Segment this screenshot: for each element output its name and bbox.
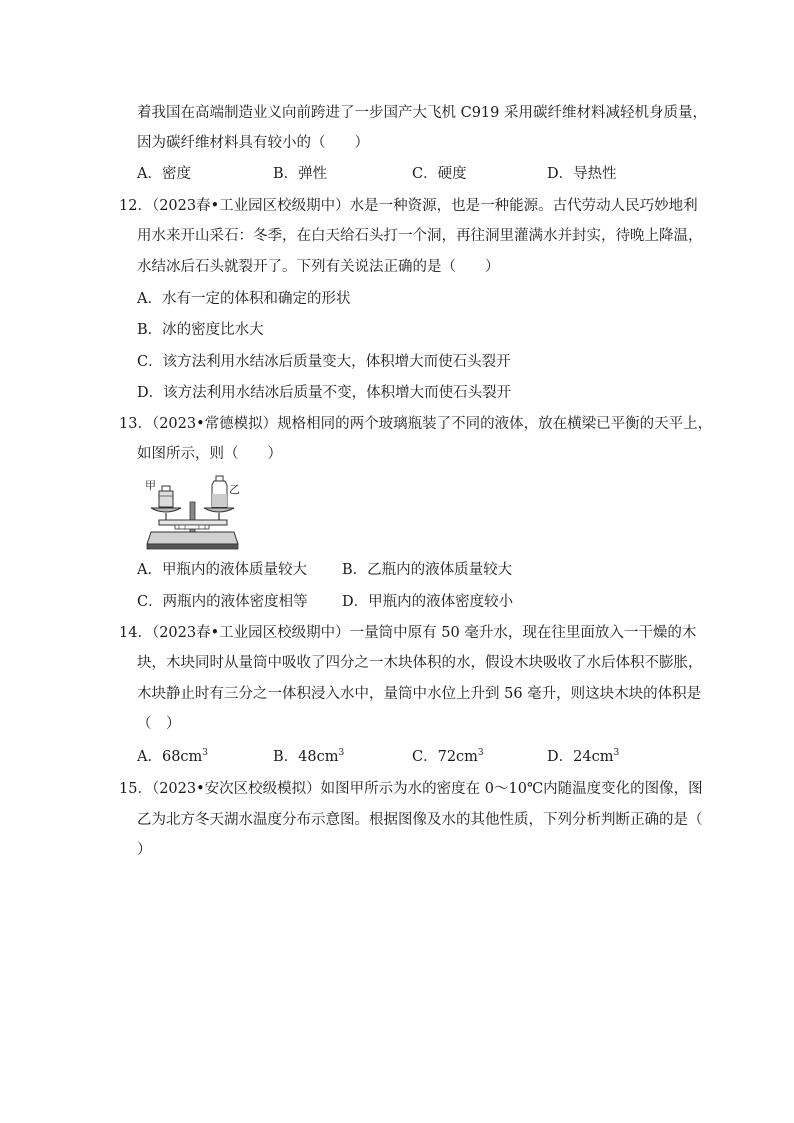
q11-line-2: 因为碳纤维材料具有较小的（ ） — [137, 135, 369, 151]
balance-scale-illustration — [145, 474, 240, 550]
q11-option-a: A．密度 — [137, 166, 191, 182]
q14-option-d: D．$24cm^3$ — [547, 748, 620, 765]
q15-line-3: ） — [137, 842, 152, 858]
q13-option-b: B．乙瓶内的液体质量较大 — [342, 562, 513, 578]
q11-option-b: B．弹性 — [273, 166, 328, 182]
q15-line-1: 15．（2023•安次区校级模拟）如图甲所示为水的密度在 0～10℃内随温度变化的图像，图 — [119, 781, 703, 797]
figure-label-yi: 乙 — [229, 483, 240, 496]
q12-option-a: A．水有一定的体积和确定的形状 — [137, 291, 351, 307]
q12-line-3: 水结冰后石头就裂开了。下列有关说法正确的是（ ） — [137, 259, 500, 275]
q12-line-2: 用水来开山采石：冬季，在白天给石头打一个洞，再往洞里灌满水并封实，待晚上降温， — [137, 228, 703, 244]
q14-line-2: 块，木块同时从量筒中吸收了四分之一木块体积的水，假设木块吸收了水后体积不膨胀， — [137, 655, 703, 671]
q14-line-4: （ ） — [137, 716, 181, 732]
q12-option-c: C．该方法利用水结冰后质量变大，体积增大而使石头裂开 — [137, 354, 511, 370]
q12-line-1: 12．（2023春•工业园区校级期中）水是一种资源，也是一种能源。古代劳动人民巧妙地利 — [119, 198, 698, 214]
figure-label-jia: 甲 — [145, 479, 156, 492]
q11-line-1: 着我国在高端制造业义向前跨进了一步国产大飞机 C919 采用碳纤维材料减轻机身质量， — [137, 105, 707, 121]
q14-option-c: C．$72cm^3$ — [412, 748, 484, 765]
q12-option-b: B．冰的密度比水大 — [137, 322, 264, 338]
q11-option-d: D．导热性 — [547, 166, 617, 182]
q15-line-2: 乙为北方冬天湖水温度分布示意图。根据图像及水的其他性质，下列分析判断正确的是（ — [137, 812, 703, 828]
q14-option-a: A．$68cm^3$ — [137, 748, 209, 765]
q14-option-b: B．$48cm^3$ — [273, 748, 345, 765]
q12-option-d: D．该方法利用水结冰后质量不变，体积增大而使石头裂开 — [137, 385, 512, 401]
q13-option-d: D．甲瓶内的液体密度较小 — [342, 594, 514, 610]
q13-line-1: 13．（2023•常德模拟）规格相同的两个玻璃瓶装了不同的液体，放在横梁已平衡的天平上， — [119, 416, 713, 432]
q13-option-a: A．甲瓶内的液体质量较大 — [137, 562, 307, 578]
q13-line-2: 如图所示，则（ ） — [137, 446, 282, 462]
q11-option-c: C．硬度 — [412, 166, 467, 182]
q14-line-3: 木块静止时有三分之一体积浸入水中，量筒中水位上升到 56 毫升，则这块木块的体积是 — [137, 686, 702, 702]
balance-figure — [145, 474, 240, 550]
q13-option-c: C．两瓶内的液体密度相等 — [137, 594, 308, 610]
q14-line-1: 14．（2023春•工业园区校级期中）一量筒中原有 50 毫升水，现在往里面放入一干燥的木 — [119, 625, 697, 641]
